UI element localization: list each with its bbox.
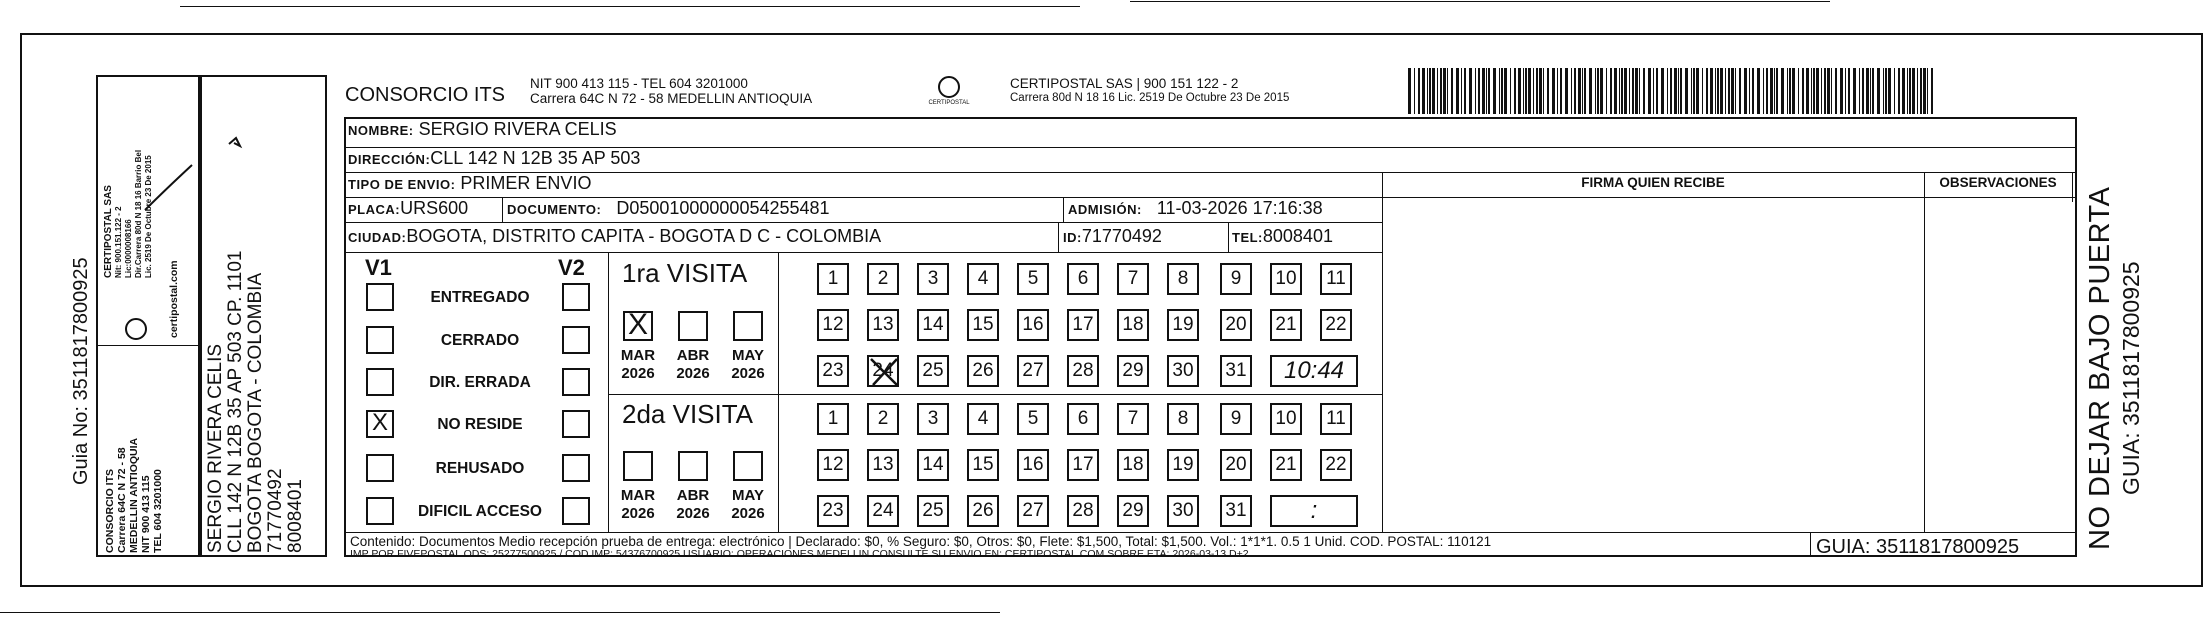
field-documento: DOCUMENTO: D05001000000054255481	[507, 198, 830, 218]
field-id: ID:71770492	[1063, 226, 1162, 246]
day-box[interactable]: 31	[1220, 495, 1252, 527]
day-box[interactable]: 2	[867, 263, 899, 295]
day-box[interactable]: 10	[1270, 263, 1302, 295]
stub-logo-icon	[125, 318, 147, 340]
day-box[interactable]: 25	[917, 355, 949, 387]
barcode-bar	[1656, 68, 1658, 114]
barcode-bar	[1557, 68, 1558, 114]
barcode-bar	[1862, 68, 1864, 114]
month-label: ABR	[676, 487, 710, 504]
visit1-title: 1ra VISITA	[622, 258, 748, 288]
footer-guia-divider	[1810, 532, 1811, 557]
v1-checkbox[interactable]: X	[366, 410, 394, 438]
barcode-bar	[1715, 68, 1716, 114]
barcode-bar	[1667, 68, 1668, 114]
barcode-bar	[1909, 68, 1911, 114]
barcode-bar	[1661, 68, 1664, 114]
barcode-bar	[1735, 68, 1736, 114]
day-box[interactable]: 10	[1270, 403, 1302, 435]
firma-divider	[1382, 172, 1383, 532]
day-box[interactable]: 15	[967, 309, 999, 341]
row-line	[344, 222, 1382, 223]
documento-divider	[1063, 197, 1064, 222]
barcode-bar	[1597, 68, 1599, 114]
barcode-bar	[1717, 68, 1719, 114]
barcode-bar	[1853, 68, 1856, 114]
barcode-bar	[1643, 68, 1645, 114]
barcode-bar	[1408, 68, 1411, 114]
barcode-bar	[1648, 68, 1651, 114]
barcode-bar	[1414, 68, 1415, 114]
day-box[interactable]: 4	[967, 403, 999, 435]
barcode-bar	[1927, 68, 1928, 114]
month-label: ABR	[676, 347, 710, 364]
side-no-dejar: NO DEJAR BAJO PUERTA	[2084, 186, 2116, 550]
barcode-bar	[1523, 68, 1524, 114]
day-box[interactable]: 11	[1320, 403, 1352, 435]
firma-header: FIRMA QUIEN RECIBE	[1581, 175, 1725, 190]
barcode-bar	[1907, 68, 1908, 114]
barcode-bar	[1619, 68, 1620, 114]
barcode-bar	[1749, 68, 1750, 114]
time-box[interactable]: :	[1270, 495, 1358, 527]
placa-divider	[502, 197, 503, 222]
barcode-bar	[1437, 68, 1438, 114]
barcode-bar	[1469, 68, 1472, 114]
time-box[interactable]: 10:44	[1270, 355, 1358, 387]
year-label: 2026	[621, 365, 655, 382]
barcode-bar	[1464, 68, 1466, 114]
visit2-title: 2da VISITA	[622, 399, 754, 429]
barcode-bar	[1859, 68, 1860, 114]
day-box[interactable]: 20	[1220, 449, 1252, 481]
barcode-bar	[1639, 68, 1640, 114]
status-label: NO RESIDE	[437, 416, 523, 433]
barcode-bar	[1802, 68, 1804, 114]
day-box[interactable]: 23	[817, 355, 849, 387]
barcode-bar	[1653, 68, 1654, 114]
barcode-bar	[1584, 68, 1586, 114]
barcode-bar	[1518, 68, 1521, 114]
day-box[interactable]: 25	[917, 495, 949, 527]
barcode-bar	[1845, 68, 1846, 114]
ciudad-divider	[1058, 222, 1059, 252]
barcode-bar	[1766, 68, 1768, 114]
day-box[interactable]: 20	[1220, 309, 1252, 341]
status-label: CERRADO	[440, 332, 520, 349]
barcode-bar	[1696, 68, 1699, 114]
barcode-bar	[1680, 68, 1682, 114]
year-label: 2026	[676, 505, 710, 522]
barcode-bar	[1781, 68, 1784, 114]
year-label: 2026	[676, 365, 710, 382]
barcode-bar	[1514, 68, 1516, 114]
barcode-bar	[1685, 68, 1688, 114]
day-box[interactable]: 16	[1017, 309, 1049, 341]
field-placa: PLACA:URS600	[348, 198, 469, 218]
barcode-bar	[1731, 68, 1734, 114]
day-box[interactable]: 31	[1220, 355, 1252, 387]
field-tel: TEL:8008401	[1232, 226, 1333, 246]
day-box[interactable]: 8	[1167, 403, 1199, 435]
stub-company-block: CONSORCIO ITS Carrera 64C N 72 - 58 MEDELLIN ANTIOQUIA NIT 900 413 115 TEL 604 3201000	[104, 437, 164, 553]
barcode-bar	[1539, 68, 1542, 114]
barcode-bar	[1763, 68, 1764, 114]
day-box[interactable]: 9	[1220, 263, 1252, 295]
barcode-bar	[1614, 68, 1617, 114]
month-checkbox[interactable]	[678, 451, 708, 481]
stub-divider	[96, 345, 200, 346]
year-label: 2026	[731, 505, 765, 522]
month-checkbox[interactable]	[678, 311, 708, 341]
barcode-bar	[1898, 68, 1900, 114]
day-box[interactable]: 8	[1167, 263, 1199, 295]
month-label: MAR	[620, 487, 656, 504]
stub-guia-number: Guia No: 3511817800925	[70, 257, 92, 485]
barcode-bar	[1528, 68, 1531, 114]
day-box[interactable]: 19	[1167, 309, 1199, 341]
barcode-bar	[1543, 68, 1544, 114]
barcode-bar	[1691, 68, 1692, 114]
field-admision: ADMISIÓN: 11-03-2026 17:16:38	[1068, 198, 1323, 218]
barcode-bar	[1574, 68, 1576, 114]
header-company: CONSORCIO ITS	[345, 84, 506, 106]
barcode-bar	[1635, 68, 1638, 114]
row-line	[344, 172, 2077, 173]
barcode-bar	[1728, 68, 1730, 114]
day-box[interactable]: 13	[867, 309, 899, 341]
barcode-bar	[1501, 68, 1503, 114]
v2-checkbox[interactable]	[562, 454, 590, 482]
day-box[interactable]: 18	[1117, 449, 1149, 481]
day-box[interactable]: 3	[917, 263, 949, 295]
barcode-bar	[1475, 68, 1476, 114]
months-divider	[778, 252, 779, 532]
barcode-bar	[1422, 68, 1425, 114]
barcode-bar	[1813, 68, 1815, 114]
barcode-bar	[1739, 68, 1741, 114]
day-box[interactable]: 18	[1117, 309, 1149, 341]
barcode-bar	[1866, 68, 1869, 114]
barcode-bar	[1621, 68, 1623, 114]
barcode-bar	[1600, 68, 1603, 114]
v2-checkbox[interactable]	[562, 497, 590, 525]
field-ciudad: CIUDAD:BOGOTA, DISTRITO CAPITA - BOGOTA D C - COLOMBIA	[348, 226, 882, 246]
month-checkbox[interactable]	[623, 451, 653, 481]
day-box[interactable]: 26	[967, 355, 999, 387]
day-box[interactable]: 4	[967, 263, 999, 295]
stub-signature-mark	[140, 160, 200, 220]
barcode-bar	[1678, 68, 1679, 114]
barcode-bar	[1744, 68, 1747, 114]
footer-line	[344, 532, 2077, 533]
day-box[interactable]: 26	[967, 495, 999, 527]
barcode-bar	[1578, 68, 1581, 114]
day-box[interactable]: 13	[867, 449, 899, 481]
day-box[interactable]: 1	[817, 403, 849, 435]
stub-recipient-block: SERGIO RIVERA CELIS CLL 142 N 12B 35 AP 503 CP. 1101 BOGOTA BOGOTA - COLOMBIA 71770492 8008401	[205, 250, 306, 553]
day-box[interactable]: 16	[1017, 449, 1049, 481]
barcode-bar	[1629, 68, 1630, 114]
barcode-bar	[1525, 68, 1527, 114]
day-box[interactable]: 12	[817, 309, 849, 341]
barcode-bar	[1461, 68, 1462, 114]
barcode-bar	[1582, 68, 1583, 114]
barcode-bar	[1840, 68, 1843, 114]
barcode-bar	[1432, 68, 1435, 114]
barcode-bar	[1693, 68, 1695, 114]
v2-checkbox[interactable]	[562, 326, 590, 354]
obs-divider	[1924, 172, 1925, 532]
barcode-bar	[1912, 68, 1915, 114]
barcode-bar	[1504, 68, 1507, 114]
month-label: MAR	[620, 347, 656, 364]
day-box[interactable]: 7	[1117, 263, 1149, 295]
barcode-bar	[1885, 68, 1887, 114]
barcode-bar	[1547, 68, 1549, 114]
barcode-bar	[1774, 68, 1775, 114]
day-box[interactable]: 7	[1117, 403, 1149, 435]
barcode-bar	[1560, 68, 1562, 114]
barcode-bar	[1835, 68, 1837, 114]
barcode-bar	[1789, 68, 1791, 114]
barcode-bar	[1811, 68, 1812, 114]
barcode-bar	[1443, 68, 1446, 114]
barcode-bar	[1872, 68, 1874, 114]
barcode-bar	[1848, 68, 1850, 114]
header-certipostal-info: CERTIPOSTAL SAS | 900 151 122 - 2 Carrera 80d N 18 16 Lic. 2519 De Octubre 23 De 2015	[1010, 76, 1290, 104]
scan-line-top	[180, 6, 1080, 7]
stub-pen-mark	[226, 134, 246, 154]
barcode-bar	[1493, 68, 1496, 114]
day-box[interactable]: 21	[1270, 449, 1302, 481]
day-box[interactable]: 21	[1270, 309, 1302, 341]
day-mark-icon	[867, 355, 901, 389]
barcode-bar	[1610, 68, 1612, 114]
day-box[interactable]: 23	[817, 495, 849, 527]
barcode-bar	[1606, 68, 1607, 114]
day-box[interactable]: 24	[867, 355, 899, 387]
day-box[interactable]: 5	[1017, 403, 1049, 435]
status-divider	[608, 252, 609, 532]
visit-divider	[608, 394, 1382, 395]
day-box[interactable]: 27	[1017, 355, 1049, 387]
barcode-bar	[1552, 68, 1555, 114]
barcode-bar	[1440, 68, 1442, 114]
day-box[interactable]: 12	[817, 449, 849, 481]
day-box[interactable]: 30	[1167, 355, 1199, 387]
day-box[interactable]: 5	[1017, 263, 1049, 295]
header-company-info: NIT 900 413 115 - TEL 604 3201000 Carrera 64C N 72 - 58 MEDELLIN ANTIOQUIA	[530, 76, 813, 106]
day-box[interactable]: 29	[1117, 495, 1149, 527]
row-line	[344, 252, 1382, 253]
day-box[interactable]: 28	[1067, 495, 1099, 527]
barcode-bar	[1720, 68, 1723, 114]
barcode-bar	[1816, 68, 1819, 114]
barcode-bar	[1456, 68, 1459, 114]
status-label: DIFICIL ACCESO	[417, 503, 542, 520]
barcode-bar	[1798, 68, 1799, 114]
month-checkbox[interactable]	[733, 451, 763, 481]
v2-checkbox[interactable]	[562, 368, 590, 396]
day-box[interactable]: 27	[1017, 495, 1049, 527]
barcode-bar	[1536, 68, 1538, 114]
barcode-bar	[1533, 68, 1534, 114]
day-box[interactable]: 22	[1320, 309, 1352, 341]
footer-guia: GUIA: 3511817800925	[1816, 536, 2020, 558]
barcode-bar	[1877, 68, 1880, 114]
scan-line-top-right	[1130, 1, 1830, 2]
barcode-bar	[1710, 68, 1713, 114]
day-box[interactable]: 17	[1067, 449, 1099, 481]
status-label: REHUSADO	[435, 460, 525, 477]
month-checkbox[interactable]	[733, 311, 763, 341]
day-box[interactable]: 6	[1067, 403, 1099, 435]
day-box[interactable]: 3	[917, 403, 949, 435]
barcode-bar	[1478, 68, 1480, 114]
barcode-bar	[1706, 68, 1708, 114]
year-label: 2026	[621, 505, 655, 522]
month-label: MAY	[732, 487, 764, 504]
day-box[interactable]: 19	[1167, 449, 1199, 481]
status-label: ENTREGADO	[430, 289, 530, 306]
barcode-bar	[1917, 68, 1918, 114]
day-box[interactable]: 17	[1067, 309, 1099, 341]
barcode-bar	[1510, 68, 1511, 114]
barcode-bar	[1787, 68, 1788, 114]
barcode-bar	[1418, 68, 1420, 114]
barcode-bar	[1589, 68, 1592, 114]
barcode-bar	[1902, 68, 1905, 114]
barcode-bar	[1831, 68, 1832, 114]
barcode-bar	[1482, 68, 1485, 114]
field-direccion: DIRECCIÓN:CLL 142 N 12B 35 AP 503	[348, 148, 641, 168]
field-nombre: NOMBRE: SERGIO RIVERA CELIS	[348, 119, 617, 139]
barcode-bar	[1883, 68, 1884, 114]
barcode-bar	[1931, 68, 1933, 114]
day-box[interactable]: 24	[867, 495, 899, 527]
barcode-bar	[1674, 68, 1677, 114]
barcode-bar	[1870, 68, 1871, 114]
barcode-bar	[1429, 68, 1431, 114]
barcode-bar	[1888, 68, 1891, 114]
scan-line-bottom	[0, 612, 1000, 613]
barcode-bar	[1827, 68, 1830, 114]
day-box[interactable]: 29	[1117, 355, 1149, 387]
stub-certipostal-web: certipostal.com	[168, 260, 180, 338]
month-checkbox[interactable]: X	[623, 311, 653, 341]
footer-contenido: Contenido: Documentos Medio recepción prueba de entrega: electrónico | Declarado: $0, % Seguro: $0, Otros: $0, Flete: $1,500, Total: $1,500. Vol.: 1*1*1. 0.5 1 Unid. COD. POSTAL: 110121	[350, 534, 1492, 549]
year-label: 2026	[731, 365, 765, 382]
barcode-bar	[1923, 68, 1926, 114]
barcode-bar	[1770, 68, 1773, 114]
barcode-bar	[1499, 68, 1500, 114]
barcode-bar	[1752, 68, 1754, 114]
barcode-bar	[1595, 68, 1596, 114]
logo-caption: CERTIPOSTAL	[928, 100, 970, 106]
barcode-bar	[1894, 68, 1895, 114]
barcode-bar	[1427, 68, 1428, 114]
field-tipo-envio: TIPO DE ENVIO: PRIMER ENVIO	[348, 173, 592, 193]
barcode-bar	[1821, 68, 1822, 114]
obs-end	[2072, 172, 2073, 202]
barcode-bar	[1792, 68, 1795, 114]
barcode	[1408, 68, 1940, 114]
barcode-bar	[1571, 68, 1572, 114]
day-box[interactable]: 9	[1220, 403, 1252, 435]
barcode-bar	[1447, 68, 1448, 114]
day-box[interactable]: 22	[1320, 449, 1352, 481]
barcode-bar	[1632, 68, 1634, 114]
barcode-bar	[1670, 68, 1672, 114]
day-box[interactable]: 1	[817, 263, 849, 295]
day-box[interactable]: 11	[1320, 263, 1352, 295]
observaciones-header: OBSERVACIONES	[1939, 175, 2057, 190]
barcode-bar	[1824, 68, 1826, 114]
month-label: MAY	[732, 347, 764, 364]
v2-checkbox[interactable]	[562, 283, 590, 311]
v2-checkbox[interactable]	[562, 410, 590, 438]
barcode-bar	[1725, 68, 1726, 114]
barcode-bar	[1451, 68, 1453, 114]
stub-certipostal-block: CERTIPOSTAL SAS Nit: 900.151.122 - 2 Lic:0000008166 Dir.Carrera 80d N 18 16 Barrio Bel Lic. 2519 De Octubre 23 De 2015	[103, 149, 153, 278]
status-label: DIR. ERRADA	[429, 374, 531, 391]
day-box[interactable]: 14	[917, 449, 949, 481]
barcode-bar	[1488, 68, 1490, 114]
day-box[interactable]: 15	[967, 449, 999, 481]
day-box[interactable]: 2	[867, 403, 899, 435]
barcode-bar	[1757, 68, 1760, 114]
v2-label: V2	[558, 255, 585, 280]
certipostal-logo-icon	[938, 76, 960, 98]
day-box[interactable]: 30	[1167, 495, 1199, 527]
barcode-bar	[1565, 68, 1568, 114]
day-box[interactable]: 6	[1067, 263, 1099, 295]
barcode-bar	[1624, 68, 1627, 114]
id-divider	[1228, 222, 1229, 252]
footer-imp: IMP POR FIVEPOSTAL ODS: 25277500925 / COD.IMP: 54376700925 USUARIO: OPERACIONES MEDELLIN CONSULTE SU ENVIO EN: CERTIPOSTAL.COM SOBRE ETA: 2026-03-13 D+2	[350, 548, 1249, 560]
barcode-bar	[1486, 68, 1487, 114]
barcode-bar	[1806, 68, 1809, 114]
barcode-bar	[1702, 68, 1703, 114]
barcode-bar	[1920, 68, 1922, 114]
barcode-bar	[1776, 68, 1778, 114]
day-box[interactable]: 28	[1067, 355, 1099, 387]
day-box[interactable]: 14	[917, 309, 949, 341]
side-guia: GUIA: 3511817800925	[2118, 261, 2144, 495]
v1-label: V1	[365, 255, 392, 280]
